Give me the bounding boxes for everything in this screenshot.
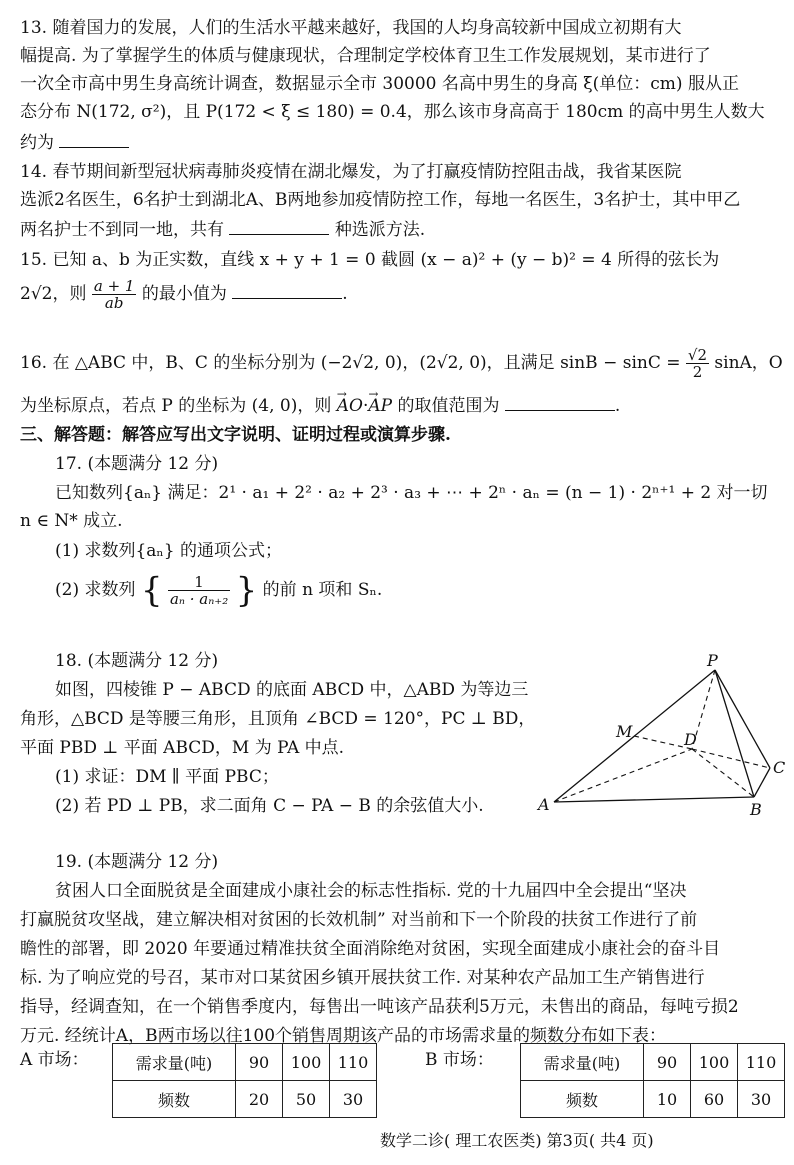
table-cell: 20: [236, 1081, 283, 1118]
q17-numerator: 1: [168, 574, 230, 591]
dot-operator: ·: [362, 396, 369, 416]
q15-denominator: ab: [104, 294, 124, 312]
table-header-cell: 频数: [113, 1081, 236, 1118]
q16-line1-b: sinA，O: [714, 353, 783, 373]
q17-fraction: [168, 574, 230, 607]
q13-line2: 幅提高. 为了掌握学生的体质与健康现状，合理制定学校体育卫生工作发展规划，某市进行了: [20, 46, 711, 66]
q18-part1: (1) 求证：DM ∥ 平面 PBC；: [55, 767, 279, 787]
page-footer: 数学二诊( 理工农医类) 第3页( 共4 页): [380, 1131, 654, 1150]
q16-line2-a: 为坐标原点，若点 P 的坐标为 (4, 0)，则: [20, 396, 332, 416]
q14-line2: 选派2名医生，6名护士到湖北A、B两地参加疫情防控工作，每地一名医生，3名护士，其中甲乙: [20, 190, 741, 210]
vertex-a-label: A: [538, 795, 550, 814]
table-cell: 90: [644, 1044, 691, 1081]
q17-heading: 17. (本题满分 12 分): [55, 454, 219, 474]
q14-line3-b: 种选派方法.: [334, 220, 426, 240]
left-brace: {: [140, 570, 163, 611]
table-cell: 100: [691, 1044, 738, 1081]
q13-line4: 态分布 N(172, σ²)，且 P(172 < ξ ≤ 180) = 0.4，那么该市身高高于 180cm 的高中男生人数大: [20, 102, 765, 122]
q18-line2: 角形，△BCD 是等腰三角形，且顶角 ∠BCD = 120°，PC ⊥ BD，: [20, 709, 536, 729]
table-cell: 110: [738, 1044, 785, 1081]
q19-heading: 19. (本题满分 12 分): [55, 852, 219, 872]
table-cell: 90: [236, 1044, 283, 1081]
market-a-label: A 市场：: [20, 1050, 89, 1070]
section-heading: 三、解答题：解答应写出文字说明、证明过程或演算步骤.: [20, 425, 451, 445]
q17-part2-b: 的前 n 项和 Sₙ.: [262, 580, 383, 600]
edge-bc: [754, 768, 770, 797]
q17-line1: 已知数列{aₙ} 满足：2¹ · a₁ + 2² · a₂ + 2³ · a₃ + ⋯ + 2ⁿ · aₙ = (n − 1) · 2ⁿ⁺¹ + 2 对一切: [55, 483, 768, 503]
q13-line5: [20, 131, 129, 154]
q15-fraction: [92, 278, 137, 311]
q16-fraction: [686, 347, 709, 380]
q16-line1-a: 16. 在 △ABC 中，B、C 的坐标分别为 (−2√2, 0)，(2√2, 0)，且满足 sinB − sinC =: [20, 353, 681, 373]
q17-part2: [55, 570, 383, 611]
table-cell: 10: [644, 1081, 691, 1118]
q15-period: .: [342, 284, 348, 304]
table-header-cell: 需求量(吨): [521, 1044, 644, 1081]
market-b-label: B 市场：: [425, 1050, 494, 1070]
q19-line3: 瞻性的部署，即 2020 年要通过精准扶贫全面消除绝对贫困，实现全面建成小康社会的奋斗目: [20, 939, 721, 959]
q15-numerator: a + 1: [93, 277, 135, 295]
right-brace: }: [235, 570, 258, 611]
q18-part2: (2) 若 PD ⊥ PB，求二面角 C − PA − B 的余弦值大小.: [55, 796, 484, 816]
vertex-b-label: B: [750, 800, 762, 819]
q14-line1: 14. 春节期间新型冠状病毒肺炎疫情在湖北爆发，为了打赢疫情防控阻击战，我省某医院: [20, 162, 682, 182]
q19-line5: 指导，经调查知，在一个销售季度内，每售出一吨该产品获利5万元，未售出的商品，每吨亏损2: [20, 997, 739, 1017]
q13-answer-blank[interactable]: [59, 131, 129, 148]
market-b-table: [520, 1043, 785, 1118]
q16-period: .: [614, 396, 621, 416]
table-header-cell: 频数: [521, 1081, 644, 1118]
q16-answer-blank[interactable]: [505, 394, 615, 411]
q15-line2-b: 的最小值为: [141, 284, 227, 304]
market-a-table: [112, 1043, 377, 1118]
edge-ad-hidden: [554, 749, 692, 802]
table-header-cell: 需求量(吨): [113, 1044, 236, 1081]
q18-line3: 平面 PBD ⊥ 平面 ABCD，M 为 PA 中点.: [20, 738, 345, 758]
edge-ab: [554, 797, 754, 802]
q15-line2: [20, 278, 348, 311]
q13-line5-text: 约为: [20, 133, 54, 153]
q17-line2: n ∈ N* 成立.: [20, 511, 123, 531]
table-cell: 100: [283, 1044, 330, 1081]
q13-line1: 13. 随着国力的发展，人们的生活水平越来越好，我国的人均身高较新中国成立初期有大: [20, 18, 682, 38]
table-cell: 30: [330, 1081, 377, 1118]
vertex-c-label: C: [773, 758, 786, 777]
edge-pc: [715, 670, 770, 768]
q15-line1: 15. 已知 a、b 为正实数，直线 x + y + 1 = 0 截圆 (x − a)² + (y − b)² = 4 所得的弦长为: [20, 250, 720, 270]
vector-ap: → AP: [368, 395, 392, 417]
q15-answer-blank[interactable]: [232, 282, 342, 299]
pyramid-figure: [532, 650, 787, 820]
q17-part2-a: (2) 求数列: [55, 580, 136, 600]
vector-ao: → AO: [337, 395, 363, 417]
edge-pb: [715, 670, 754, 797]
q18-heading: 18. (本题满分 12 分): [55, 651, 219, 671]
vertex-m-label: M: [616, 722, 633, 741]
q15-line2-a: 2√2，则: [20, 284, 87, 304]
q18-line1: 如图，四棱锥 P − ABCD 的底面 ABCD 中，△ABD 为等边三: [55, 680, 529, 700]
q16-line2-b: 的取值范围为: [397, 396, 500, 416]
table-cell: 60: [691, 1081, 738, 1118]
q17-part1: (1) 求数列{aₙ} 的通项公式；: [55, 541, 283, 561]
table-row: [521, 1081, 785, 1118]
q19-line1: 贫困人口全面脱贫是全面建成小康社会的标志性指标. 党的十九届四中全会提出“坚决: [55, 881, 687, 901]
vertex-d-label: D: [684, 730, 697, 749]
q14-answer-blank[interactable]: [229, 218, 329, 235]
q19-line6: 万元. 经统计A，B两市场以往100个销售周期该产品的市场需求量的频数分布如下表：: [20, 1026, 667, 1046]
vertex-p-label: P: [707, 651, 718, 670]
table-cell: 50: [283, 1081, 330, 1118]
q14-line3: [20, 218, 425, 241]
table-row: [113, 1081, 377, 1118]
q19-line2: 打赢脱贫攻坚战，建立解决相对贫困的长效机制” 对当前和下一个阶段的扶贫工作进行了前: [20, 910, 698, 930]
table-cell: 30: [738, 1081, 785, 1118]
q19-line4: 标. 为了响应党的号召，某市对口某贫困乡镇开展扶贫工作. 对某种农产品加工生产销售进行: [20, 968, 705, 988]
table-row: [521, 1044, 785, 1081]
edge-dc-hidden: [692, 749, 770, 768]
q14-line3-a: 两名护士不到同一地，共有: [20, 220, 224, 240]
table-cell: 110: [330, 1044, 377, 1081]
q17-denominator: aₙ · aₙ₊₂: [169, 590, 229, 608]
q16-denominator: 2: [692, 363, 703, 381]
q16-line1: [20, 347, 783, 380]
q16-line2: [20, 394, 620, 417]
table-row: [113, 1044, 377, 1081]
q13-line3: 一次全市高中男生身高统计调查，数据显示全市 30000 名高中男生的身高 ξ(单位：cm) 服从正: [20, 74, 739, 94]
q16-numerator: √2: [687, 346, 708, 364]
